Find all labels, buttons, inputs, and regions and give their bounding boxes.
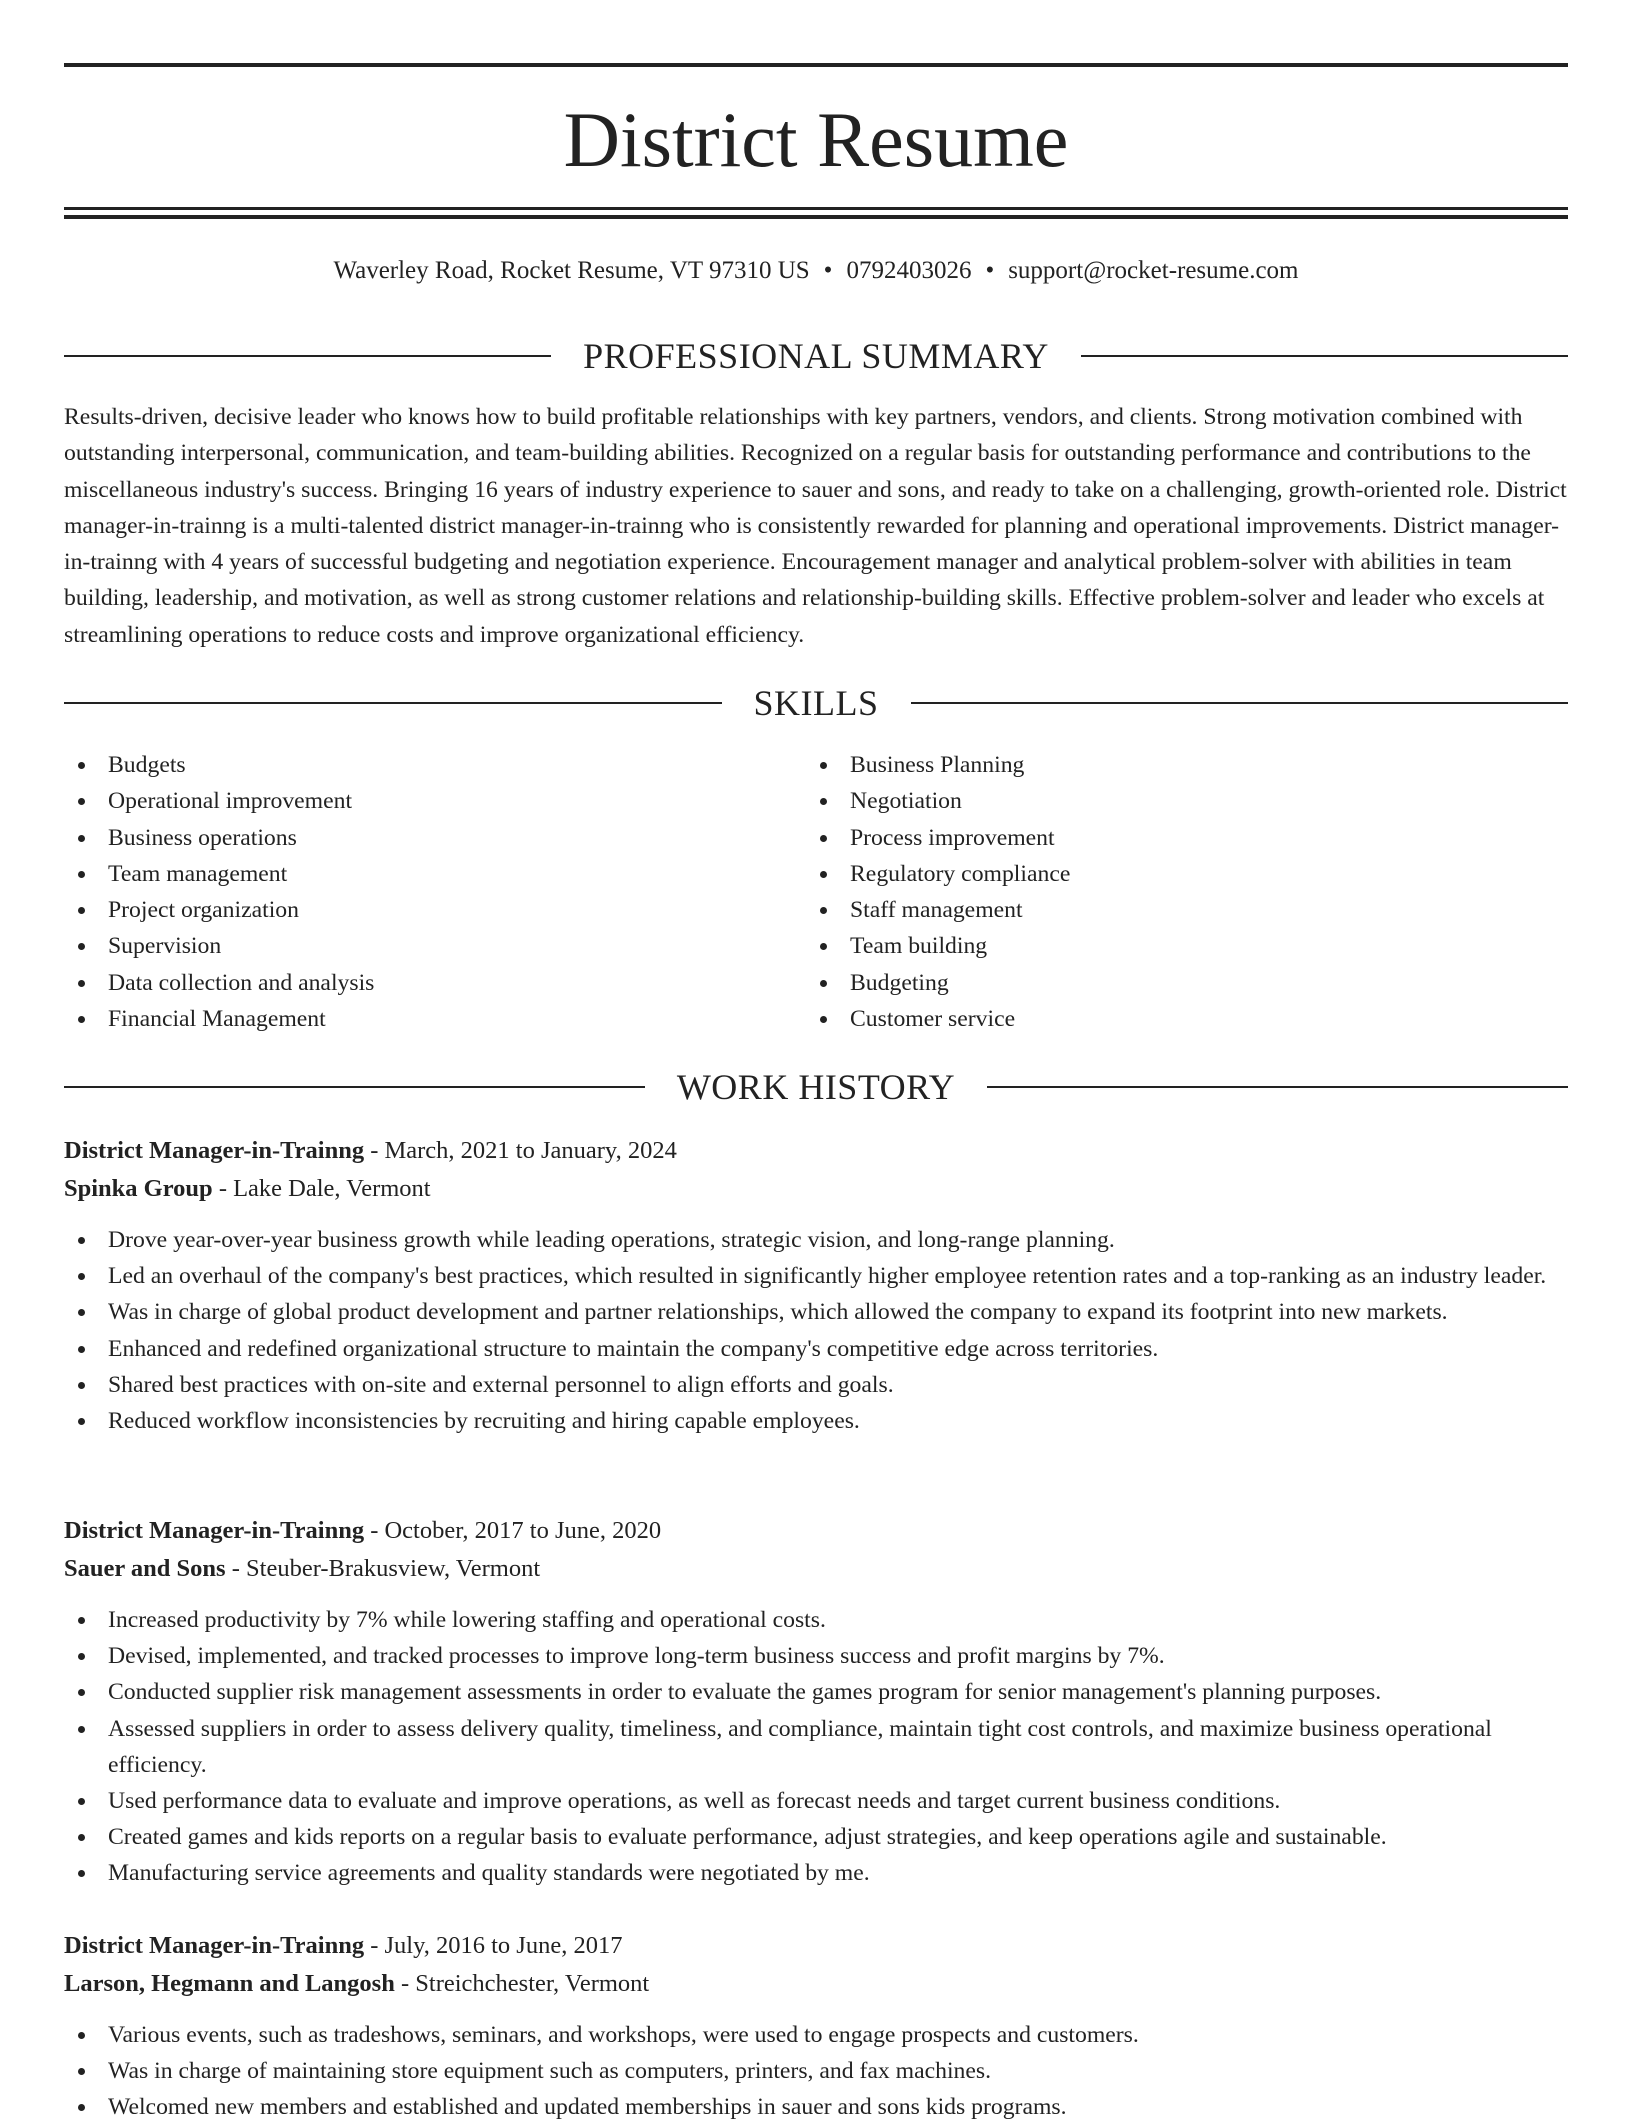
job-bullet: Various events, such as tradeshows, seminars, and workshops, were used to engage prospects and customers. [64, 2017, 1568, 2053]
skills-list-left [64, 747, 764, 1037]
skill-item: Regulatory compliance [806, 856, 1506, 892]
skills-list-right [806, 747, 1506, 1037]
contact-email: support@rocket-resume.com [1008, 257, 1299, 284]
job-company: Larson, Hegmann and Langosh [64, 1970, 395, 1997]
header-rule-lower [64, 215, 1568, 219]
heading-rule-right [987, 1086, 1568, 1088]
job-company: Spinka Group [64, 1175, 213, 1202]
skill-item: Process improvement [806, 820, 1506, 856]
skill-item: Budgets [64, 747, 764, 783]
top-rule [64, 63, 1568, 67]
header-rule-upper [64, 207, 1568, 210]
job-company-line [64, 1170, 1568, 1208]
job-title-line [64, 1927, 1568, 1965]
job-dates: - October, 2017 to June, 2020 [364, 1517, 662, 1544]
job-bullet: Shared best practices with on-site and external personnel to align efforts and goals. [64, 1367, 1568, 1403]
contact-separator: • [823, 257, 833, 284]
job-bullet: Welcomed new members and established and updated memberships in sauer and sons kids programs. [64, 2089, 1568, 2125]
job-bullets [64, 1222, 1568, 1439]
contact-line [64, 253, 1568, 289]
skill-item: Customer service [806, 1001, 1506, 1037]
section-heading-summary [64, 334, 1568, 378]
contact-separator: • [985, 257, 995, 284]
skill-item: Business Planning [806, 747, 1506, 783]
job-dates: - March, 2021 to January, 2024 [364, 1137, 677, 1164]
job-location: - Steuber-Brakusview, Vermont [225, 1555, 541, 1582]
job-bullet: Conducted supplier risk management assessments in order to evaluate the games program for senior management's planning purposes. [64, 1674, 1568, 1710]
job-bullet: Used performance data to evaluate and improve operations, as well as forecast needs and target current business conditions. [64, 1783, 1568, 1819]
job-location: - Lake Dale, Vermont [212, 1175, 431, 1202]
job-bullet: Reduced workflow inconsistencies by recruiting and hiring capable employees. [64, 1403, 1568, 1439]
skill-item: Team building [806, 928, 1506, 964]
job-entry [64, 1927, 1568, 2126]
heading-rule-left [64, 1086, 645, 1088]
skill-item: Supervision [64, 928, 764, 964]
summary-text: Results-driven, decisive leader who knows how to build profitable relationships with key partners, vendors, and clients. Strong motivation combined with outstanding interpersonal, communication, and team-building abilities. Recognized on a regular basis for outstanding performance and contributions to the miscellaneous industry's success. Bringing 16 years of industry experience to sauer and sons, and ready to take on a challenging, growth-oriented role. District manager-in-trainng is a multi-talented district manager-in-trainng who is consistently rewarded for planning and operational improvements. District manager-in-trainng with 4 years of successful budgeting and negotiation experience. Encouragement manager and analytical problem-solver with abilities in team building, leadership, and motivation, as well as strong customer relations and relationship-building skills. Effective problem-solver and leader who excels at streamlining operations to reduce costs and improve organizational efficiency. [64, 404, 1567, 648]
section-title-summary: PROFESSIONAL SUMMARY [583, 336, 1049, 376]
skill-item: Staff management [806, 892, 1506, 928]
skill-item: Financial Management [64, 1001, 764, 1037]
job-entry [64, 1132, 1568, 1439]
skill-item: Operational improvement [64, 783, 764, 819]
job-dates: - July, 2016 to June, 2017 [364, 1932, 623, 1959]
job-bullet: Increased productivity by 7% while lowering staffing and operational costs. [64, 1602, 1568, 1638]
job-bullet: Devised, implemented, and tracked processes to improve long-term business success and profit margins by 7%. [64, 1638, 1568, 1674]
heading-rule-left [64, 702, 722, 704]
job-company-line [64, 1965, 1568, 2003]
skill-item: Team management [64, 856, 764, 892]
section-heading-skills [64, 681, 1568, 725]
job-title-line [64, 1132, 1568, 1170]
job-bullet: Assessed suppliers in order to assess delivery quality, timeliness, and compliance, maintain tight cost controls, and maximize business operational efficiency. [64, 1711, 1568, 1783]
skill-item: Negotiation [806, 783, 1506, 819]
heading-rule-left [64, 355, 551, 357]
job-bullet: Manufacturing service agreements and quality standards were negotiated by me. [64, 1855, 1568, 1891]
job-company: Sauer and Sons [64, 1555, 226, 1582]
section-title-work: WORK HISTORY [676, 1067, 956, 1107]
skill-item: Budgeting [806, 965, 1506, 1001]
resume-name: District Resume [563, 96, 1069, 183]
job-bullet: Led an overhaul of the company's best practices, which resulted in significantly higher employee retention rates and a top-ranking as an industry leader. [64, 1258, 1568, 1294]
job-company-line [64, 1550, 1568, 1588]
job-title: District Manager-in-Trainng [64, 1517, 365, 1544]
job-bullet: Drove year-over-year business growth while leading operations, strategic vision, and long-range planning. [64, 1222, 1568, 1258]
skill-item: Data collection and analysis [64, 965, 764, 1001]
job-entry [64, 1512, 1568, 1892]
job-location: - Streichchester, Vermont [394, 1970, 650, 1997]
job-bullets [64, 1602, 1568, 1892]
job-title-line [64, 1512, 1568, 1550]
job-title: District Manager-in-Trainng [64, 1932, 365, 1959]
job-bullet: Was in charge of maintaining store equipment such as computers, printers, and fax machines. [64, 2053, 1568, 2089]
job-bullet: Was in charge of global product development and partner relationships, which allowed the company to expand its footprint into new markets. [64, 1294, 1568, 1330]
section-heading-work [64, 1065, 1568, 1109]
skill-item: Business operations [64, 820, 764, 856]
job-title: District Manager-in-Trainng [64, 1137, 365, 1164]
section-title-skills: SKILLS [753, 683, 879, 723]
job-bullet: Created games and kids reports on a regular basis to evaluate performance, adjust strategies, and keep operations agile and sustainable. [64, 1819, 1568, 1855]
job-bullets [64, 2017, 1568, 2126]
contact-phone: 0792403026 [846, 257, 972, 284]
heading-rule-right [911, 702, 1569, 704]
job-bullet: Enhanced and redefined organizational structure to maintain the company's competitive edge across territories. [64, 1331, 1568, 1367]
skill-item: Project organization [64, 892, 764, 928]
heading-rule-right [1081, 355, 1568, 357]
contact-address: Waverley Road, Rocket Resume, VT 97310 US [333, 257, 810, 284]
